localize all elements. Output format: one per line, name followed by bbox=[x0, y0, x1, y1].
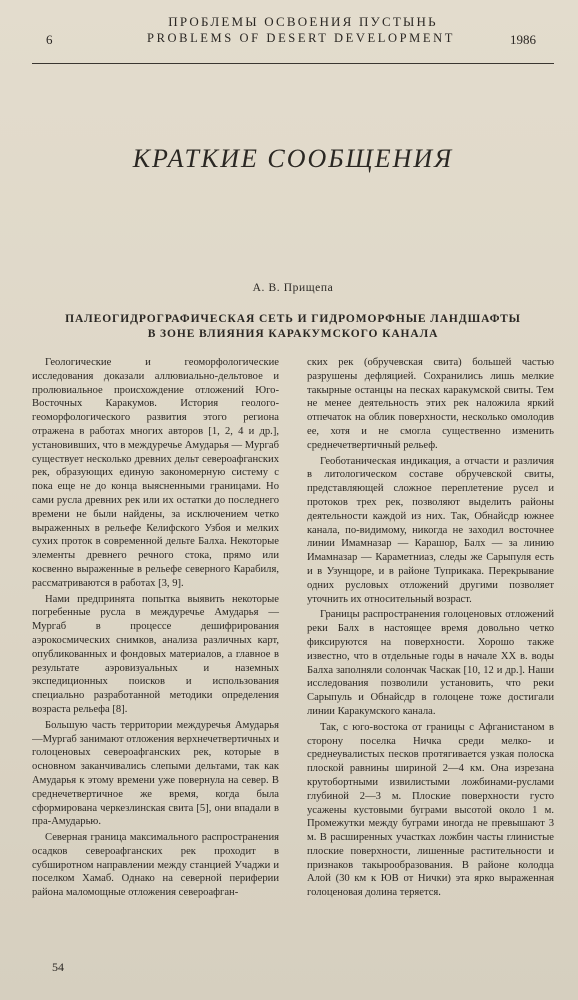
header-rule bbox=[32, 63, 554, 64]
article-author: А. В. Прищепа bbox=[252, 282, 334, 294]
issue-year: 1986 bbox=[510, 32, 536, 47]
article-title: ПАЛЕОГИДРОГРАФИЧЕСКАЯ СЕТЬ И ГИДРОМОРФНЫЕ ЛАНДШАФТЫ В ЗОНЕ ВЛИЯНИЯ КАРАКУМСКОГО КАНАЛА bbox=[65, 313, 521, 340]
paragraph: Так, с юго-востока от границы с Афганистаном в сторону поселка Ничка среди мелко- и среднеувалистых песков протягивается узкая полоска плоской равнины шириной 2—4 км. Она изрезана крутобортными извилистыми ложбинами-руслами глубиной 2—3 м. Плоские поверхности густо усажены кустовыми буграми высотой около 1 м. Промежутки между буграми иногда не превышают 3 м. В расширенных участках ложбин часты глинистые плоские поверхности, лишенные растительности и признаков такырообразования. В районе колодца Алой (30 км к ЮВ от Нички) эта ярко выраженная голоценовая долина теряется. bbox=[307, 721, 554, 899]
running-header bbox=[32, 14, 554, 64]
article-body bbox=[32, 356, 554, 956]
page-number: 54 bbox=[52, 960, 64, 974]
left-column bbox=[32, 356, 279, 956]
right-column bbox=[307, 356, 554, 956]
paragraph: Нами предпринята попытка выявить некоторые погребенные русла в междуречье Амударья — Мургаб в процессе дешифрирования аэрокосмических снимков, анализа различных карт, опубликованных и фондовых материалов, а главное в результате аэровизуальных и наземных экспедиционных поисков и использования специально разработанной методики определения возраста рельефа [8]. bbox=[32, 593, 279, 715]
section-title: КРАТКИЕ СООБЩЕНИЯ bbox=[132, 144, 454, 173]
paragraph: Границы распространения голоценовых отложений реки Балх в настоящее время довольно четко фиксируются на поверхности. Хорошо также известно, что в отдельные годы в начале XX в. воды Балха заполняли солончак Часкак [10, 12 и др.]. Наши исследования позволили установить, что реки Сарыпуль и Обнайсдр в голоцене тоже достигали линии Каракумского канала. bbox=[307, 609, 554, 717]
paragraph: Северная граница максимального распространения осадков североафганских рек проходит в субширотном направлении между станцией Учаджи и поселком Хамаб. Однако на северной периферии района маломощные отложения североафган- bbox=[32, 832, 279, 899]
journal-title-ru: ПРОБЛЕМЫ ОСВОЕНИЯ ПУСТЫНЬ bbox=[168, 14, 438, 29]
journal-title-en: PROBLEMS OF DESERT DEVELOPMENT bbox=[147, 31, 455, 45]
paragraph: Большую часть территории междуречья Амударья—Мургаб занимают отложения верхнечетвертичных и голоценовых североафганских рек, которые в основном заканчивались слепыми дельтами, так как Амударья к этому времени уже повернула на север. В среднечетвертичное же время, когда была сформирована черкезлинская свита [5], они впадали в пра-Амударью. bbox=[32, 719, 279, 828]
issue-number: 6 bbox=[46, 32, 53, 47]
paragraph: Геологические и геоморфологические исследования доказали аллювиально-дельтовое и пролювиальное происхождение отложений Юго-Восточных Каракумов. История геолого-геоморфологического развития этого региона отражена в работах многих авторов [1, 2, 4 и др.], установивших, что в междуречье Амударья — Мургаб существует несколько древних дельт североафганских рек, образующих единую закономерную систему с пока еще не до конца выясненными границами. Но сами русла древних рек или их остатки до последнего времени не были найдены, за исключением четко выраженных в рельефе Келифского Узбоя и мелких сухих проток в современной дельте Балха. Некоторые элементы древнего речного стока, прямо или косвенно выраженные в рельефе северного Карабиля, рассматриваются в работах [3, 9]. bbox=[32, 357, 279, 589]
paragraph: ских рек (обручевская свита) большей частью разрушены дефляцией. Сохранились лишь мелкие такырные останцы на песках каракумской свиты. Тем не менее деятельность этих рек наложила яркий отпечаток на облик поверхности, несколько омолодив ее, хотя и не смогла существенно изменить среднечетвертичный рельеф. bbox=[307, 357, 554, 451]
paragraph: Геоботаническая индикация, а отчасти и различия в литологическом составе обручевской свиты, представляющей сложное переплетение русел и протоков трех рек, позволяют выделить районы деятельности каждой из них. Так, Обнайсдр южнее канала, по-видимому, никогда не заходил восточнее линии Имамназар — Карашор, Балх — за линию Имамназар — Караметниаз, следы же Сарыпуля есть и в Узунщоре, и в районе Туприкака. Перекрывание одних русловых отложений другими позволяет уточнить их относительный возраст. bbox=[307, 455, 554, 605]
